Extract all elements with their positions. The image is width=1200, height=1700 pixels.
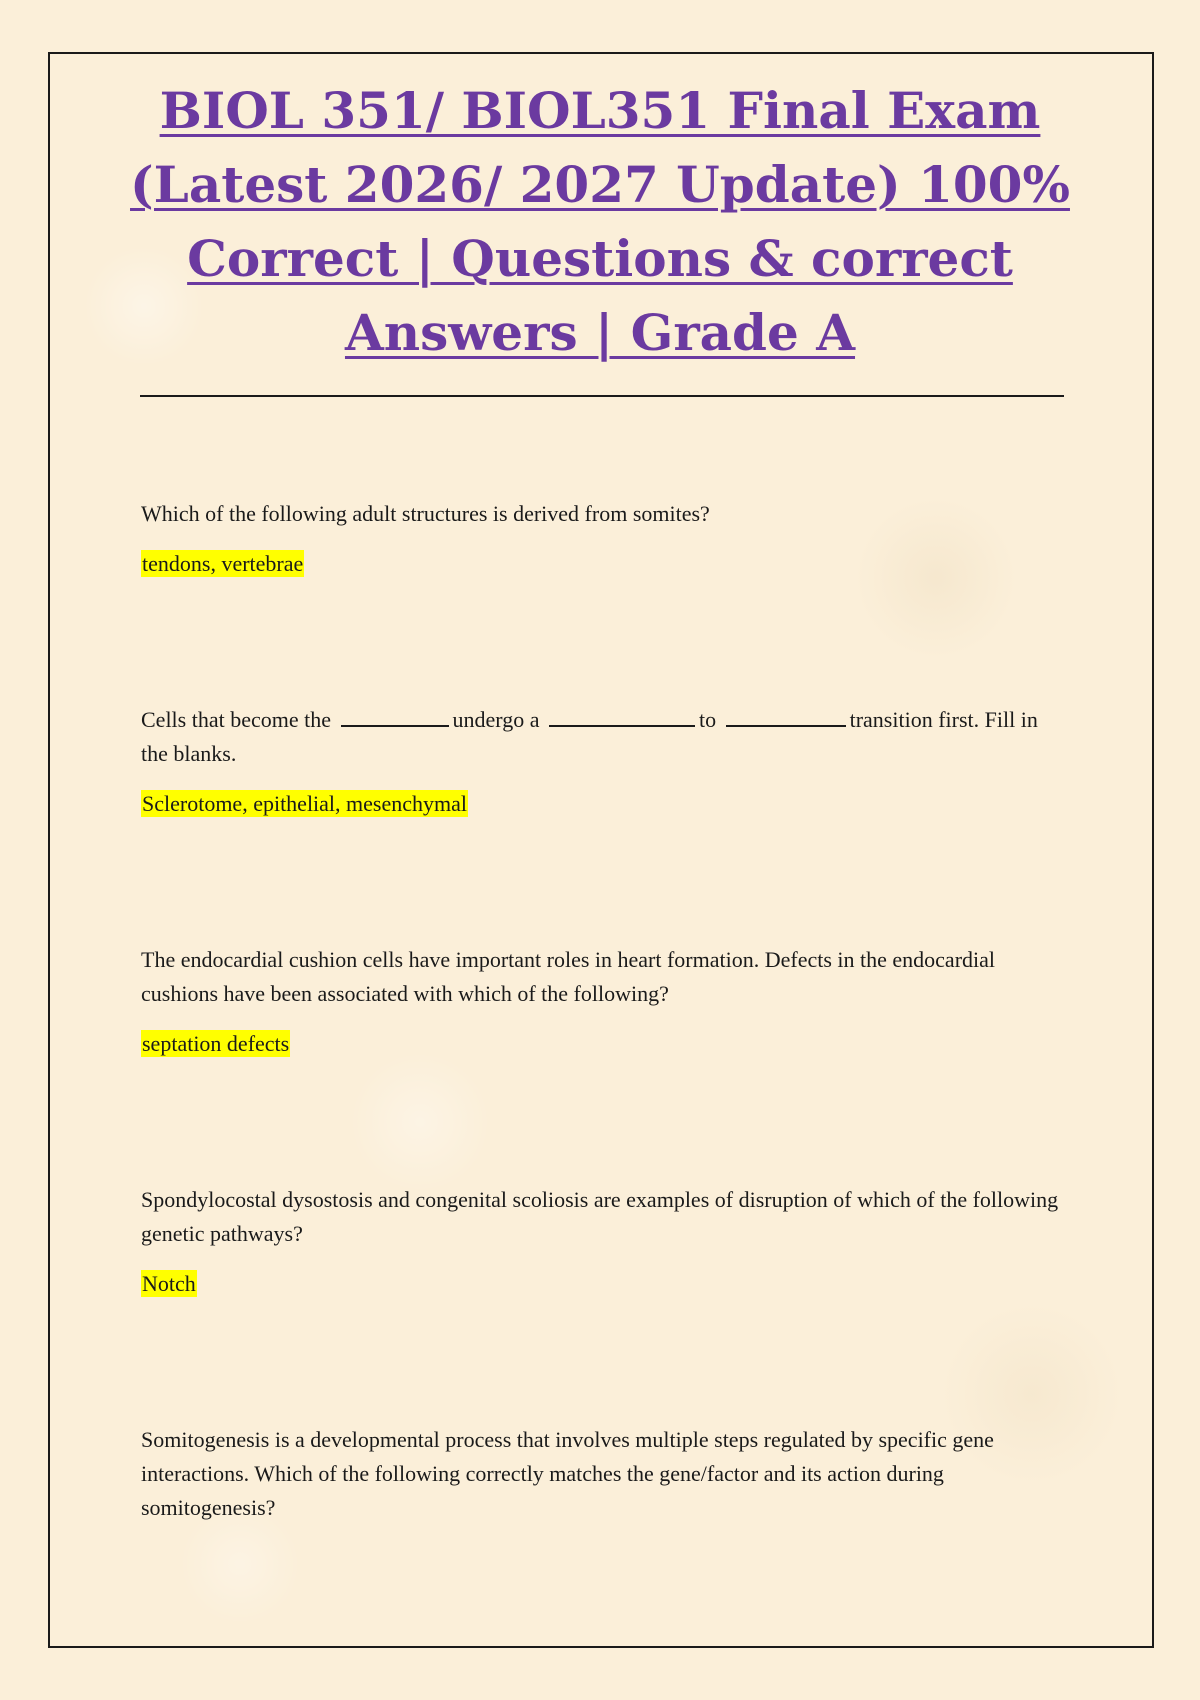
title-divider <box>140 395 1064 397</box>
answer-line <box>141 1267 1061 1301</box>
title-line-1: BIOL 351/ BIOL351 Final Exam <box>159 81 1041 140</box>
question-part: undergo a <box>452 707 540 732</box>
answer-line <box>141 1027 1061 1061</box>
answer-highlight: septation defects <box>142 1031 290 1056</box>
fill-blank <box>549 703 695 727</box>
question-part: to <box>698 707 717 732</box>
question-text: Somitogenesis is a developmental process that involves multiple steps regulated by specific gene interactions. Which of the following correctly matches the gene/factor and its action during somitogenesis? <box>141 1427 994 1520</box>
answer-highlight: tendons, vertebrae <box>142 551 304 576</box>
question-text <box>141 703 1061 771</box>
fill-blank <box>726 703 846 727</box>
title-line-3: Correct | Questions & correct <box>187 229 1013 288</box>
question-text: The endocardial cushion cells have important roles in heart formation. Defects in the endocardial cushions have been associated with which of the following? <box>141 947 996 1006</box>
qa-item-1 <box>141 497 1061 581</box>
question-part: Cells that become the <box>141 707 331 732</box>
question-part: transition first. Fill in the blanks. <box>141 707 1038 766</box>
answer-line <box>141 547 1061 581</box>
fill-blank <box>341 703 449 727</box>
qa-item-3 <box>141 943 1061 1061</box>
document-title <box>100 74 1100 370</box>
question-text: Which of the following adult structures is derived from somites? <box>141 501 710 526</box>
title-line-4: Answers | Grade A <box>344 303 856 362</box>
answer-highlight: Notch <box>142 1271 196 1296</box>
qa-item-2 <box>141 703 1061 821</box>
qa-item-4 <box>141 1183 1061 1301</box>
title-line-2: (Latest 2026/ 2027 Update) 100% <box>130 155 1070 214</box>
question-text: Spondylocostal dysostosis and congenital scoliosis are examples of disruption of which of the following genetic pathways? <box>141 1187 1059 1246</box>
answer-line <box>141 787 1061 821</box>
answer-highlight: Sclerotome, epithelial, mesenchymal <box>142 791 468 816</box>
qa-item-5 <box>141 1423 1061 1525</box>
